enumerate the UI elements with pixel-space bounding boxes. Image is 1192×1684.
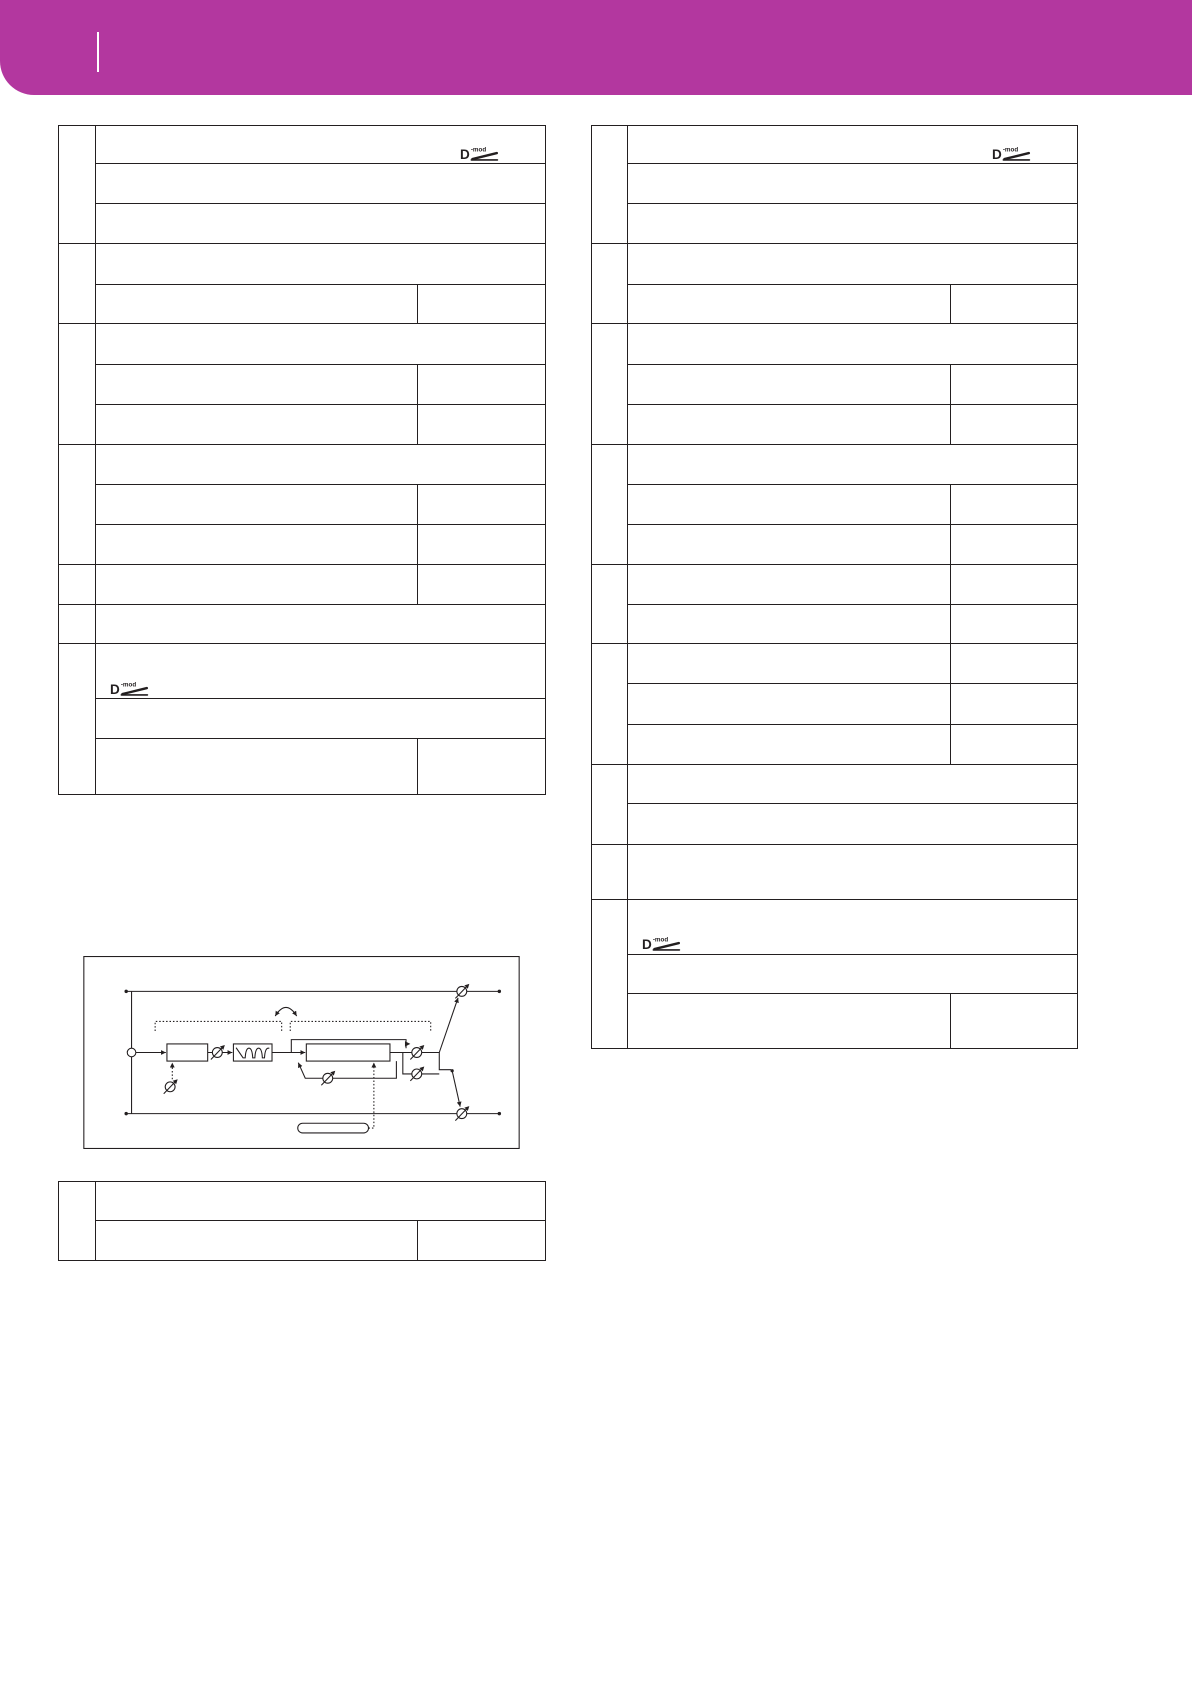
lfo-pill xyxy=(298,1123,369,1133)
modulation-knob-icon xyxy=(164,1079,178,1093)
param-name-cell xyxy=(628,684,951,725)
output-line xyxy=(452,1071,460,1107)
param-name-cell xyxy=(96,525,418,565)
param-value-cell xyxy=(418,565,546,605)
vertical-rule-icon xyxy=(97,32,99,72)
svg-text:-mod: -mod xyxy=(1002,146,1019,154)
param-number-cell xyxy=(58,565,96,605)
param-name-cell xyxy=(628,365,951,405)
param-description-cell xyxy=(96,164,546,204)
bus-terminal-dot xyxy=(498,990,501,993)
param-value-cell xyxy=(951,525,1078,565)
param-number-cell xyxy=(58,1181,96,1261)
param-group xyxy=(591,845,1078,900)
input-junction xyxy=(127,1048,136,1057)
param-description-cell xyxy=(628,955,1078,994)
param-number-cell xyxy=(58,125,96,244)
param-name-cell xyxy=(96,485,418,525)
param-value-cell xyxy=(951,365,1078,405)
param-description-cell xyxy=(628,804,1078,845)
param-number-cell xyxy=(591,125,628,244)
bus-terminal-dot xyxy=(124,990,127,993)
feedback-knob-icon xyxy=(321,1071,335,1085)
param-group xyxy=(58,1181,546,1261)
param-group xyxy=(58,605,546,644)
param-name-cell xyxy=(96,405,418,445)
param-name-cell xyxy=(628,525,951,565)
dmod-icon xyxy=(110,681,149,696)
param-description-cell xyxy=(628,845,1078,900)
param-number-cell xyxy=(58,445,96,565)
param-number-cell xyxy=(58,324,96,445)
svg-text:-mod: -mod xyxy=(652,936,669,944)
param-value-cell xyxy=(951,684,1078,725)
param-value-cell xyxy=(951,644,1078,684)
bus-terminal-dot xyxy=(498,1112,501,1115)
param-group xyxy=(58,244,546,324)
param-value-cell xyxy=(951,565,1078,605)
param-description-cell xyxy=(96,445,546,485)
param-value-cell xyxy=(951,725,1078,765)
modulation-line xyxy=(369,1063,374,1128)
param-name-cell xyxy=(628,405,951,445)
effect-block xyxy=(306,1044,390,1061)
param-name-cell xyxy=(96,739,418,795)
param-name-cell xyxy=(628,605,951,644)
param-group xyxy=(58,565,546,605)
svg-text:D: D xyxy=(642,937,652,951)
param-description-cell xyxy=(96,644,546,699)
svg-text:-mod: -mod xyxy=(470,146,487,154)
signal-flow-diagram xyxy=(83,956,520,1149)
param-value-cell xyxy=(951,485,1078,525)
param-group xyxy=(58,125,546,244)
param-group xyxy=(591,644,1078,765)
wet-level-knob-icon xyxy=(455,984,469,998)
param-name-cell xyxy=(628,644,951,684)
param-value-cell xyxy=(951,994,1078,1049)
param-description-cell xyxy=(96,244,546,285)
dmod-icon xyxy=(460,146,499,161)
param-number-cell xyxy=(591,845,628,900)
dmod-icon xyxy=(642,936,681,951)
param-value-cell xyxy=(951,285,1078,324)
level-knob-icon xyxy=(410,1066,424,1080)
param-number-cell xyxy=(591,644,628,765)
link-arrow-icon xyxy=(275,1007,296,1016)
param-description-cell xyxy=(628,204,1078,244)
param-value-cell xyxy=(418,485,546,525)
dmod-icon xyxy=(992,146,1031,161)
param-name-cell xyxy=(96,285,418,324)
param-group xyxy=(58,644,546,795)
param-number-cell xyxy=(591,900,628,1049)
param-number-cell xyxy=(58,605,96,644)
param-description-cell xyxy=(628,445,1078,485)
param-group xyxy=(58,445,546,565)
output-line xyxy=(439,998,458,1053)
param-value-cell xyxy=(418,365,546,405)
svg-text:D: D xyxy=(110,682,120,696)
bus-terminal-dot xyxy=(124,1112,127,1115)
param-description-cell xyxy=(628,244,1078,285)
param-name-cell xyxy=(628,725,951,765)
section-bracket xyxy=(290,1021,430,1031)
param-description-cell xyxy=(628,164,1078,204)
param-number-cell xyxy=(591,765,628,845)
dry-level-knob-icon xyxy=(455,1106,469,1120)
param-description-cell xyxy=(96,605,546,644)
param-value-cell xyxy=(951,605,1078,644)
right-parameter-table xyxy=(591,125,1078,1049)
bottom-parameter-table xyxy=(58,1181,546,1261)
svg-text:D: D xyxy=(992,147,1002,161)
bracket-arrow xyxy=(405,1041,410,1046)
param-description-cell xyxy=(96,699,546,739)
param-number-cell xyxy=(591,324,628,445)
section-bracket xyxy=(155,1021,282,1031)
param-description-cell xyxy=(628,324,1078,365)
level-knob-icon xyxy=(211,1045,225,1059)
svg-text:-mod: -mod xyxy=(120,681,137,689)
param-name-cell xyxy=(96,565,418,605)
param-number-cell xyxy=(591,445,628,565)
param-group xyxy=(591,900,1078,1049)
param-name-cell xyxy=(96,1221,418,1261)
param-name-cell xyxy=(628,565,951,605)
param-number-cell xyxy=(591,244,628,324)
filter-block xyxy=(167,1044,208,1061)
param-number-cell xyxy=(58,244,96,324)
param-number-cell xyxy=(591,565,628,644)
output-line xyxy=(439,1053,451,1070)
param-description-cell xyxy=(628,765,1078,804)
param-group xyxy=(591,125,1078,244)
param-description-cell xyxy=(96,204,546,244)
param-group xyxy=(591,445,1078,565)
param-value-cell xyxy=(418,285,546,324)
param-name-cell xyxy=(628,485,951,525)
param-name-cell xyxy=(628,994,951,1049)
level-knob-icon xyxy=(410,1045,424,1059)
param-name-cell xyxy=(96,365,418,405)
param-group xyxy=(591,565,1078,644)
param-group xyxy=(58,324,546,445)
param-value-cell xyxy=(418,525,546,565)
param-number-cell xyxy=(58,644,96,795)
param-group xyxy=(591,244,1078,324)
header-band xyxy=(0,0,1192,95)
param-value-cell xyxy=(418,739,546,795)
param-value-cell xyxy=(951,405,1078,445)
param-description-cell xyxy=(96,324,546,365)
param-value-cell xyxy=(418,1221,546,1261)
param-name-cell xyxy=(628,285,951,324)
param-group xyxy=(591,765,1078,845)
param-description-cell xyxy=(96,1181,546,1221)
param-value-cell xyxy=(418,405,546,445)
param-group xyxy=(591,324,1078,445)
svg-text:D: D xyxy=(460,147,470,161)
param-description-cell xyxy=(628,900,1078,955)
feedback-line xyxy=(298,1061,396,1078)
